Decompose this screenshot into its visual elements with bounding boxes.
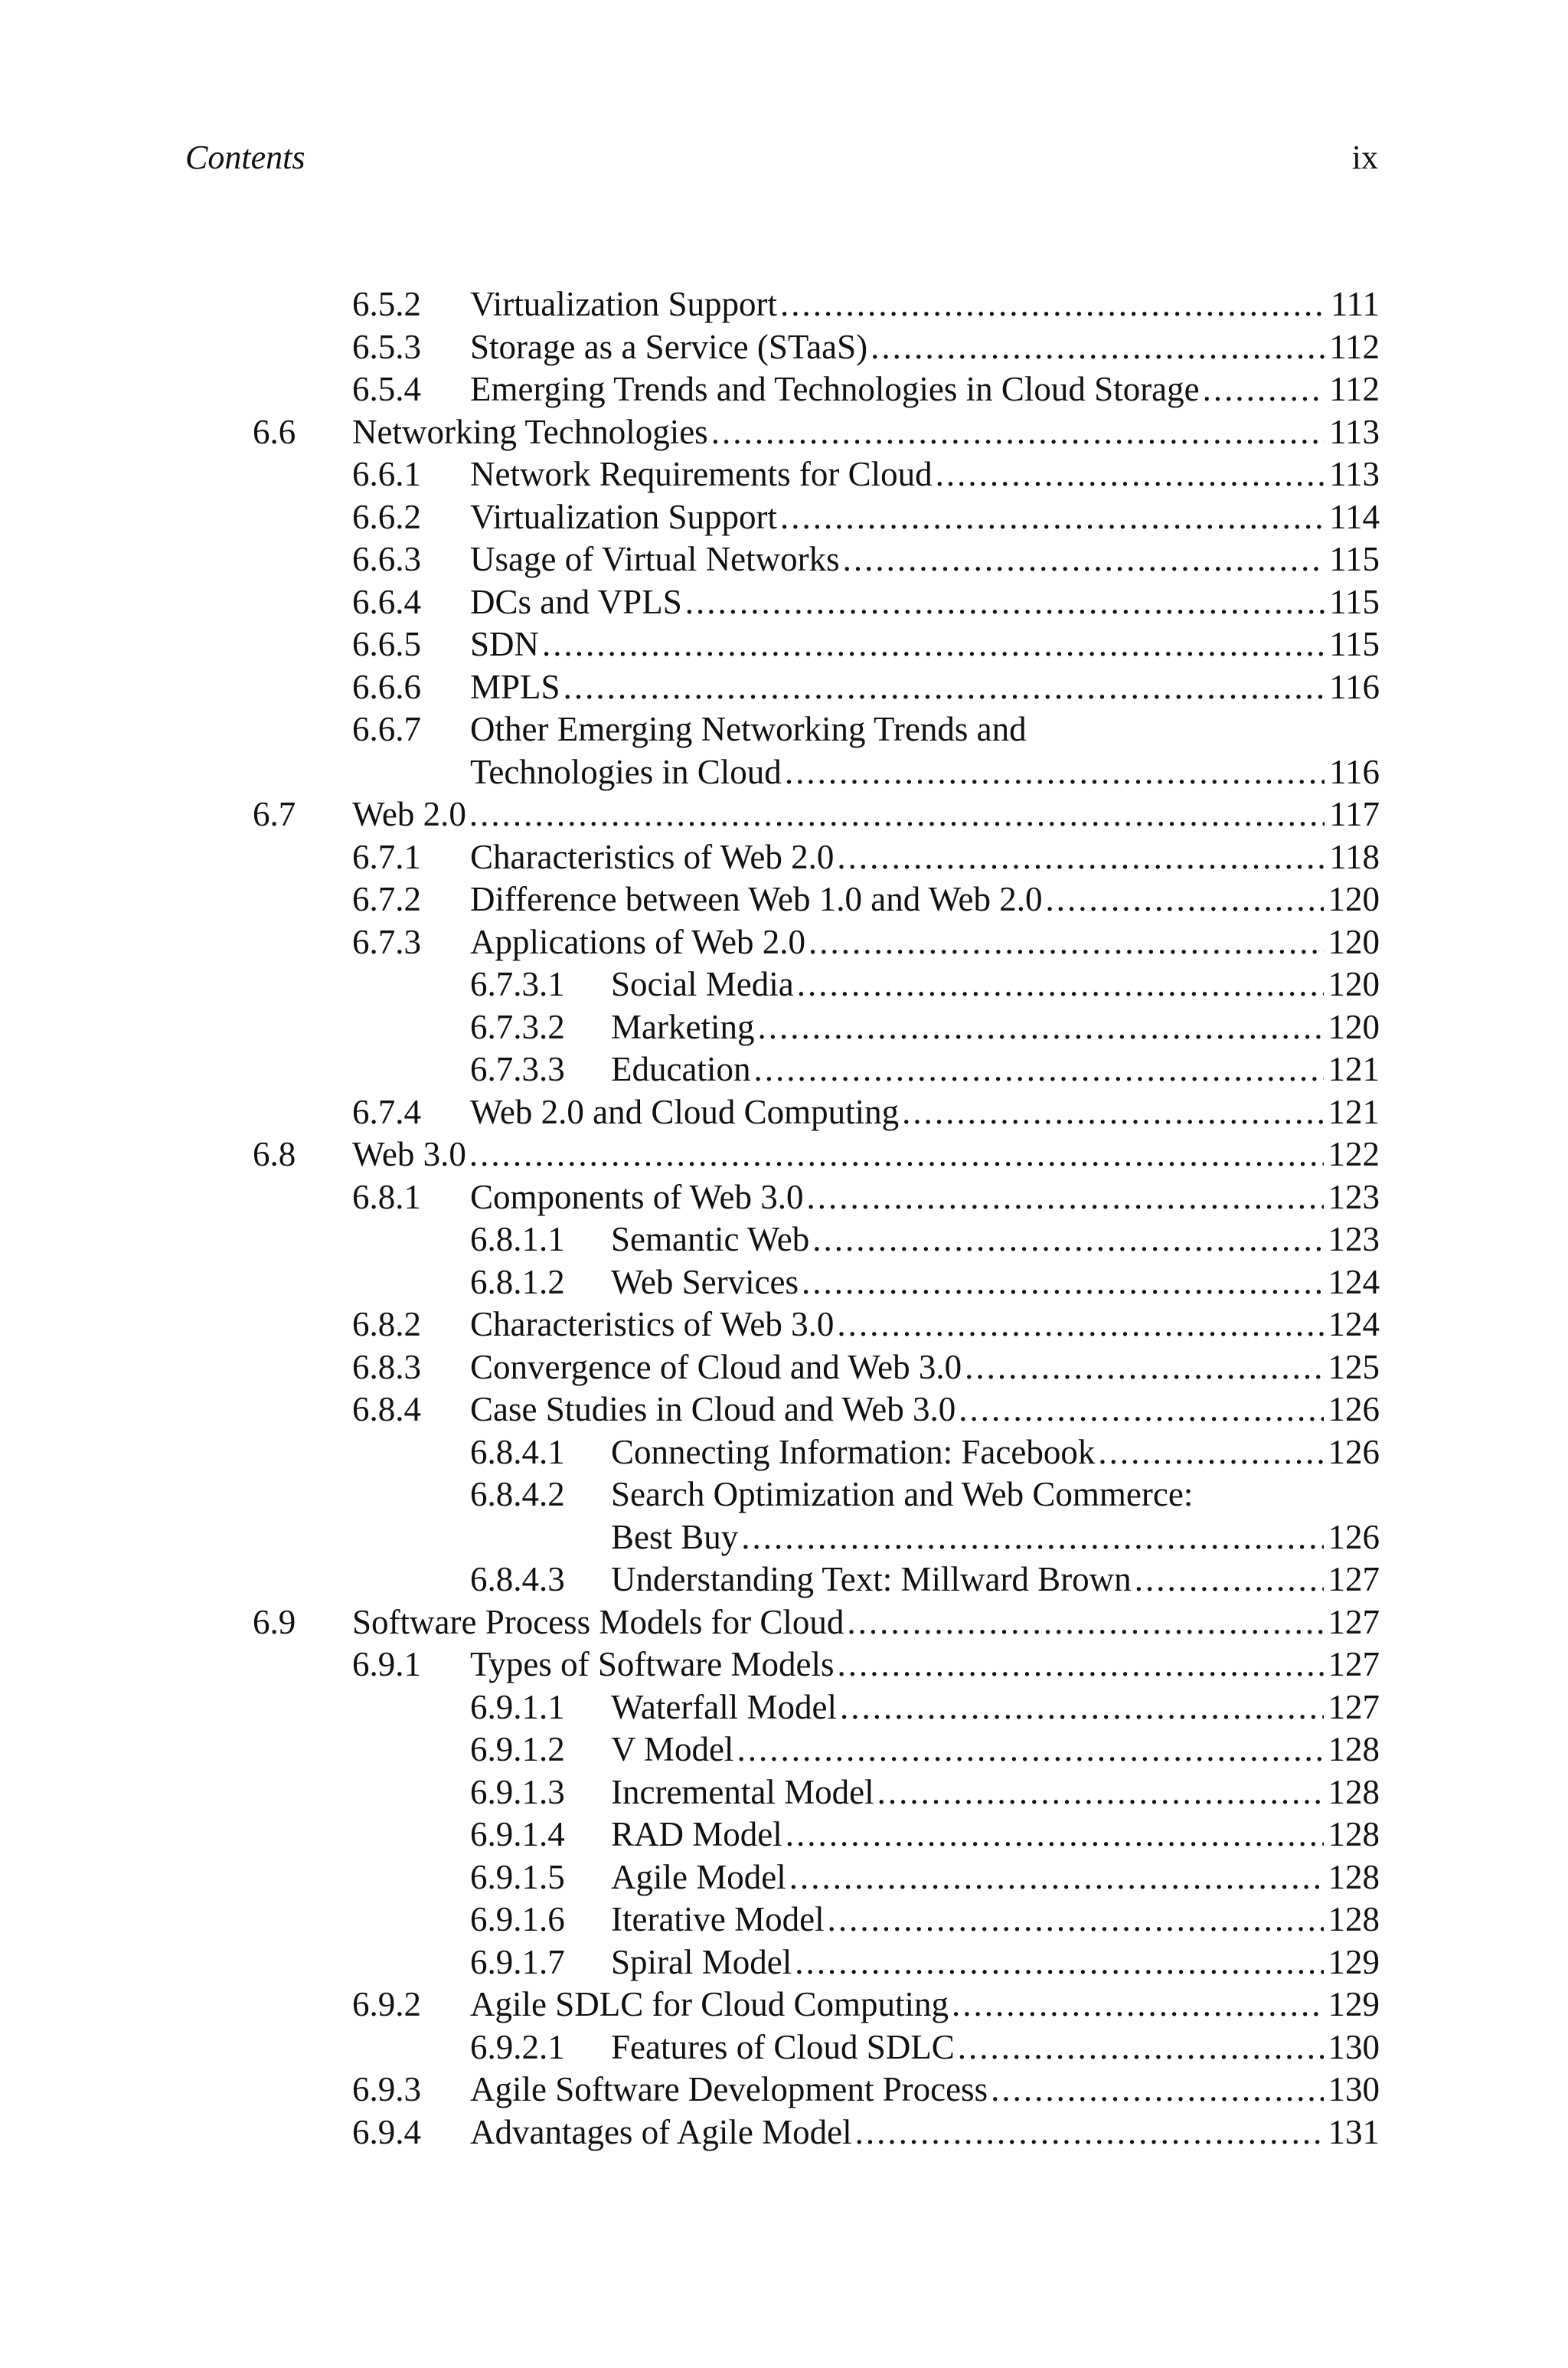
toc-entry-page: 127	[1328, 1645, 1380, 1683]
toc-entry-title: Emerging Trends and Technologies in Cloud Storage	[470, 370, 1200, 408]
toc-entry-page: 115	[1329, 582, 1380, 621]
toc-entry-page: 128	[1328, 1815, 1380, 1853]
toc-entry-number: 6.9.1.5	[470, 1857, 565, 1896]
dot-leader	[855, 2111, 1324, 2154]
toc-entry-line	[470, 1644, 1380, 1686]
toc-entry	[0, 1601, 1568, 1644]
toc-entry-number: 6.8.4.1	[470, 1432, 565, 1471]
toc-entry-title: Components of Web 3.0	[470, 1177, 804, 1216]
toc-entry-number: 6.7	[253, 795, 296, 833]
toc-entry-page: 114	[1329, 497, 1380, 536]
toc-entry	[0, 2111, 1568, 2154]
toc-entry-page: 116	[1329, 667, 1380, 706]
dot-leader	[469, 1133, 1324, 1176]
toc-entry-line	[470, 836, 1380, 879]
toc-entry-title: Network Requirements for Cloud	[470, 455, 933, 493]
toc-entry-number: 6.9	[253, 1602, 296, 1641]
toc-entry-title: SDN	[470, 625, 540, 663]
toc-entry-title: Best Buy	[611, 1517, 739, 1556]
toc-entry-line	[470, 1346, 1380, 1389]
toc-entry-line	[611, 1558, 1380, 1601]
toc-entry-line	[470, 623, 1380, 666]
toc-entry	[0, 836, 1568, 879]
toc-entry-line	[470, 1303, 1380, 1346]
toc-entry	[0, 581, 1568, 624]
toc-entry-line	[611, 1771, 1380, 1814]
toc-entry-title: Usage of Virtual Networks	[470, 540, 840, 578]
dot-leader	[711, 411, 1325, 454]
dot-leader	[837, 1303, 1323, 1346]
toc-entry-title: Convergence of Cloud and Web 3.0	[470, 1347, 962, 1386]
dot-leader	[959, 1388, 1323, 1431]
toc-entry-page: 126	[1328, 1390, 1380, 1428]
toc-entry-line	[352, 793, 1380, 836]
dot-leader	[991, 2069, 1323, 2111]
toc-entry	[0, 1814, 1568, 1856]
toc-entry-page: 122	[1328, 1135, 1380, 1173]
toc-entry	[0, 1558, 1568, 1601]
dot-leader	[838, 1644, 1324, 1686]
toc-entry	[0, 1218, 1568, 1261]
toc-entry-title: Incremental Model	[611, 1772, 874, 1811]
toc-entry	[0, 1473, 1568, 1516]
toc-entry	[0, 1261, 1568, 1304]
dot-leader	[871, 326, 1325, 369]
toc-entry-title: Waterfall Model	[611, 1687, 838, 1726]
dot-leader	[564, 666, 1325, 709]
toc-entry-number: 6.9.2.1	[470, 2027, 565, 2066]
toc-entry-line	[611, 1856, 1380, 1899]
dot-leader	[847, 1601, 1323, 1644]
toc-entry	[0, 496, 1568, 539]
toc-entry	[0, 1346, 1568, 1389]
toc-entry-page: 118	[1329, 837, 1380, 876]
toc-entry-line	[352, 1133, 1380, 1176]
dot-leader	[837, 836, 1325, 879]
toc-entry-line	[611, 1218, 1380, 1261]
toc-entry-line	[352, 411, 1380, 454]
dot-leader	[807, 1176, 1324, 1219]
dot-leader	[785, 751, 1325, 794]
toc-entry	[0, 878, 1568, 921]
toc-entry-page: 124	[1328, 1305, 1380, 1343]
toc-entry-title: Virtualization Support	[470, 497, 777, 536]
toc-entry-title: Semantic Web	[611, 1220, 810, 1258]
toc-entry-line	[611, 1048, 1380, 1091]
toc-entry-number: 6.7.1	[352, 837, 421, 876]
toc-entry-number: 6.8.4	[352, 1390, 421, 1428]
toc-entry-title: Search Optimization and Web Commerce:	[611, 1475, 1194, 1513]
toc-entry-line	[611, 1899, 1380, 1941]
dot-leader	[1046, 878, 1324, 921]
toc-entry-page: 127	[1328, 1560, 1380, 1598]
toc-entry-line	[470, 1091, 1380, 1134]
toc-entry	[0, 1091, 1568, 1134]
toc-entry-title: Case Studies in Cloud and Web 3.0	[470, 1390, 956, 1428]
dot-leader	[1135, 1558, 1324, 1601]
toc-entry-line	[470, 751, 1380, 794]
toc-entry	[0, 623, 1568, 666]
toc-entry-number: 6.9.1.6	[470, 1900, 565, 1938]
dot-leader	[828, 1899, 1324, 1941]
toc-entry	[0, 963, 1568, 1006]
page-number: ix	[1351, 139, 1378, 176]
toc-entry-line	[611, 1686, 1380, 1729]
toc-entry-number: 6.6.1	[352, 455, 421, 493]
toc-entry-page: 115	[1329, 625, 1380, 663]
toc-entry-page: 126	[1328, 1432, 1380, 1471]
toc-entry-title: Storage as a Service (STaaS)	[470, 327, 868, 366]
toc-entry-number: 6.8.1	[352, 1177, 421, 1216]
dot-leader	[797, 963, 1324, 1006]
toc-entry-page: 111	[1330, 285, 1380, 323]
toc-entry-page: 113	[1329, 455, 1380, 493]
toc-entry	[0, 1516, 1568, 1559]
toc-entry-number: 6.8	[253, 1135, 296, 1173]
toc-entry-page: 128	[1328, 1900, 1380, 1938]
toc-entry-line	[470, 496, 1380, 539]
table-of-contents	[0, 283, 1568, 2154]
toc-entry-title: Connecting Information: Facebook	[611, 1432, 1096, 1471]
toc-entry-page: 117	[1329, 795, 1380, 833]
toc-entry-title: MPLS	[470, 667, 560, 706]
toc-entry-page: 112	[1329, 327, 1380, 366]
toc-entry-title: Applications of Web 2.0	[470, 922, 805, 961]
toc-entry-number: 6.9.1.3	[470, 1772, 565, 1811]
toc-entry	[0, 666, 1568, 709]
toc-entry-number: 6.5.2	[352, 285, 421, 323]
dot-leader	[902, 1091, 1323, 1134]
dot-leader	[965, 1346, 1323, 1389]
dot-leader	[780, 496, 1325, 539]
toc-entry	[0, 1856, 1568, 1899]
toc-entry-title: Technologies in Cloud	[470, 752, 782, 791]
dot-leader	[808, 921, 1324, 964]
toc-entry-line	[470, 666, 1380, 709]
dot-leader	[1203, 368, 1325, 411]
dot-leader	[877, 1771, 1324, 1814]
toc-entry-number: 6.9.1.7	[470, 1942, 565, 1981]
toc-entry-page: 123	[1328, 1220, 1380, 1258]
dot-leader	[812, 1218, 1323, 1261]
toc-entry-number: 6.6.5	[352, 625, 421, 663]
toc-entry-title: Advantages of Agile Model	[470, 2112, 852, 2151]
dot-leader	[737, 1729, 1323, 1771]
toc-entry-line	[470, 2111, 1380, 2154]
toc-entry-line	[470, 878, 1380, 921]
toc-entry-number: 6.7.2	[352, 880, 421, 918]
toc-entry-page: 131	[1328, 2112, 1380, 2151]
toc-entry-number: 6.7.3	[352, 922, 421, 961]
dot-leader	[786, 1814, 1324, 1856]
toc-entry-title: Features of Cloud SDLC	[611, 2027, 955, 2066]
toc-entry-line	[470, 368, 1380, 411]
toc-entry-line	[470, 2069, 1380, 2111]
toc-entry-title: Web 2.0	[352, 795, 466, 833]
toc-entry-number: 6.7.3.3	[470, 1050, 565, 1088]
toc-entry-number: 6.8.4.2	[470, 1475, 565, 1513]
toc-entry	[0, 1984, 1568, 2026]
toc-entry-number: 6.8.1.1	[470, 1220, 565, 1258]
toc-entry-number: 6.9.1.4	[470, 1815, 565, 1853]
toc-entry-page: 116	[1329, 752, 1380, 791]
toc-entry-page: 120	[1328, 1007, 1380, 1046]
toc-entry-page: 121	[1328, 1050, 1380, 1088]
toc-entry-title: Iterative Model	[611, 1900, 825, 1938]
toc-entry	[0, 1176, 1568, 1219]
dot-leader	[843, 538, 1325, 581]
toc-entry-number: 6.6.7	[352, 710, 421, 748]
toc-entry-title: Agile Software Development Process	[470, 2070, 988, 2108]
toc-entry-page: 126	[1328, 1517, 1380, 1556]
toc-entry-title: Social Media	[611, 965, 794, 1003]
toc-entry-line	[352, 1601, 1380, 1644]
toc-entry-number: 6.9.2	[352, 1985, 421, 2023]
toc-entry-line	[470, 1984, 1380, 2026]
toc-entry-number: 6.6	[253, 412, 296, 451]
dot-leader	[757, 1006, 1323, 1049]
toc-entry-page: 113	[1329, 412, 1380, 451]
toc-entry-number: 6.5.3	[352, 327, 421, 366]
toc-entry-title: Education	[611, 1050, 751, 1088]
toc-entry-page: 112	[1329, 370, 1380, 408]
toc-entry-page: 130	[1328, 2070, 1380, 2108]
toc-entry-page: 128	[1328, 1772, 1380, 1811]
toc-entry-number: 6.8.3	[352, 1347, 421, 1386]
dot-leader	[840, 1686, 1323, 1729]
toc-entry	[0, 1729, 1568, 1771]
dot-leader	[958, 2026, 1324, 2069]
toc-entry-number: 6.9.1.2	[470, 1730, 565, 1768]
toc-entry-page: 120	[1328, 880, 1380, 918]
toc-entry-title: Characteristics of Web 3.0	[470, 1305, 835, 1343]
dot-leader	[952, 1984, 1323, 2026]
toc-entry-page: 130	[1328, 2027, 1380, 2066]
toc-entry-number: 6.9.4	[352, 2112, 421, 2151]
toc-entry-line	[611, 1473, 1380, 1516]
toc-entry-page: 127	[1328, 1602, 1380, 1641]
toc-entry-line	[470, 708, 1380, 751]
toc-entry-title: Other Emerging Networking Trends and	[470, 710, 1027, 748]
toc-entry-page: 127	[1328, 1687, 1380, 1726]
toc-entry-page: 129	[1328, 1985, 1380, 2023]
toc-entry	[0, 751, 1568, 794]
dot-leader	[542, 623, 1325, 666]
toc-entry	[0, 368, 1568, 411]
toc-entry	[0, 1771, 1568, 1814]
toc-entry-number: 6.9.3	[352, 2070, 421, 2108]
dot-leader	[789, 1856, 1324, 1899]
toc-entry-number: 6.7.4	[352, 1092, 421, 1131]
toc-entry-line	[470, 326, 1380, 369]
toc-entry-title: Understanding Text: Millward Brown	[611, 1560, 1132, 1598]
toc-entry	[0, 411, 1568, 454]
toc-entry-title: Difference between Web 1.0 and Web 2.0	[470, 880, 1043, 918]
toc-entry-title: Agile Model	[611, 1857, 786, 1896]
toc-entry-number: 6.6.2	[352, 497, 421, 536]
toc-entry-title: Agile SDLC for Cloud Computing	[470, 1985, 949, 2023]
toc-entry-page: 129	[1328, 1942, 1380, 1981]
toc-entry	[0, 2069, 1568, 2111]
dot-leader	[936, 453, 1325, 496]
toc-entry	[0, 1388, 1568, 1431]
toc-entry-line	[611, 1729, 1380, 1771]
toc-entry-line	[611, 1516, 1380, 1559]
dot-leader	[469, 793, 1325, 836]
toc-entry	[0, 453, 1568, 496]
toc-entry-page: 120	[1328, 965, 1380, 1003]
toc-entry-line	[470, 283, 1380, 326]
toc-entry-line	[470, 1176, 1380, 1219]
toc-entry	[0, 921, 1568, 964]
toc-entry-line	[470, 581, 1380, 624]
toc-entry-title: DCs and VPLS	[470, 582, 682, 621]
toc-entry-title: Marketing	[611, 1007, 755, 1046]
toc-entry-page: 115	[1329, 540, 1380, 578]
toc-entry-line	[611, 1431, 1380, 1474]
toc-entry-number: 6.5.4	[352, 370, 421, 408]
toc-entry-page: 124	[1328, 1262, 1380, 1301]
dot-leader	[780, 283, 1326, 326]
toc-entry-title: Web Services	[611, 1262, 799, 1301]
toc-entry-line	[470, 538, 1380, 581]
toc-entry-line	[611, 963, 1380, 1006]
dot-leader	[685, 581, 1325, 624]
toc-entry-number: 6.7.3.2	[470, 1007, 565, 1046]
toc-entry-page: 123	[1328, 1177, 1380, 1216]
toc-entry-title: Spiral Model	[611, 1942, 792, 1981]
dot-leader	[741, 1516, 1323, 1559]
toc-entry-number: 6.9.1	[352, 1645, 421, 1683]
toc-entry-number: 6.7.3.1	[470, 965, 565, 1003]
toc-entry-title: Networking Technologies	[352, 412, 708, 451]
toc-entry	[0, 283, 1568, 326]
toc-entry-page: 120	[1328, 922, 1380, 961]
toc-entry-line	[611, 1941, 1380, 1984]
toc-entry-number: 6.9.1.1	[470, 1687, 565, 1726]
toc-entry-title: Types of Software Models	[470, 1645, 835, 1683]
toc-entry	[0, 1303, 1568, 1346]
toc-entry-title: Web 3.0	[352, 1135, 466, 1173]
toc-entry-title: Software Process Models for Cloud	[352, 1602, 844, 1641]
toc-entry-number: 6.8.1.2	[470, 1262, 565, 1301]
toc-entry	[0, 793, 1568, 836]
toc-entry-number: 6.6.3	[352, 540, 421, 578]
toc-entry-line	[611, 2026, 1380, 2069]
toc-entry	[0, 1899, 1568, 1941]
toc-entry-number: 6.8.4.3	[470, 1560, 565, 1598]
toc-entry-line	[611, 1814, 1380, 1856]
toc-entry	[0, 2026, 1568, 2069]
toc-entry-line	[470, 453, 1380, 496]
toc-entry	[0, 708, 1568, 751]
toc-entry-number: 6.6.6	[352, 667, 421, 706]
running-title: Contents	[185, 139, 305, 176]
toc-entry-number: 6.6.4	[352, 582, 421, 621]
toc-entry	[0, 1006, 1568, 1049]
toc-entry-title: Virtualization Support	[470, 285, 777, 323]
toc-entry-page: 128	[1328, 1730, 1380, 1768]
toc-entry-title: RAD Model	[611, 1815, 782, 1853]
toc-entry	[0, 1048, 1568, 1091]
toc-entry-page: 121	[1328, 1092, 1380, 1131]
dot-leader	[753, 1048, 1323, 1091]
toc-entry	[0, 1133, 1568, 1176]
toc-entry-number: 6.8.2	[352, 1305, 421, 1343]
toc-entry-line	[470, 1388, 1380, 1431]
toc-entry-title: Web 2.0 and Cloud Computing	[470, 1092, 900, 1131]
toc-entry-page: 125	[1328, 1347, 1380, 1386]
toc-entry-title: Characteristics of Web 2.0	[470, 837, 835, 876]
toc-entry	[0, 1431, 1568, 1474]
dot-leader	[795, 1941, 1323, 1984]
dot-leader	[802, 1261, 1323, 1304]
toc-entry-page: 128	[1328, 1857, 1380, 1896]
toc-entry	[0, 1644, 1568, 1686]
toc-entry	[0, 326, 1568, 369]
toc-entry-line	[470, 921, 1380, 964]
toc-entry-title: V Model	[611, 1730, 734, 1768]
toc-entry	[0, 1941, 1568, 1984]
toc-entry	[0, 538, 1568, 581]
toc-entry-line	[611, 1261, 1380, 1304]
toc-entry	[0, 1686, 1568, 1729]
dot-leader	[1098, 1431, 1323, 1474]
toc-entry-line	[611, 1006, 1380, 1049]
